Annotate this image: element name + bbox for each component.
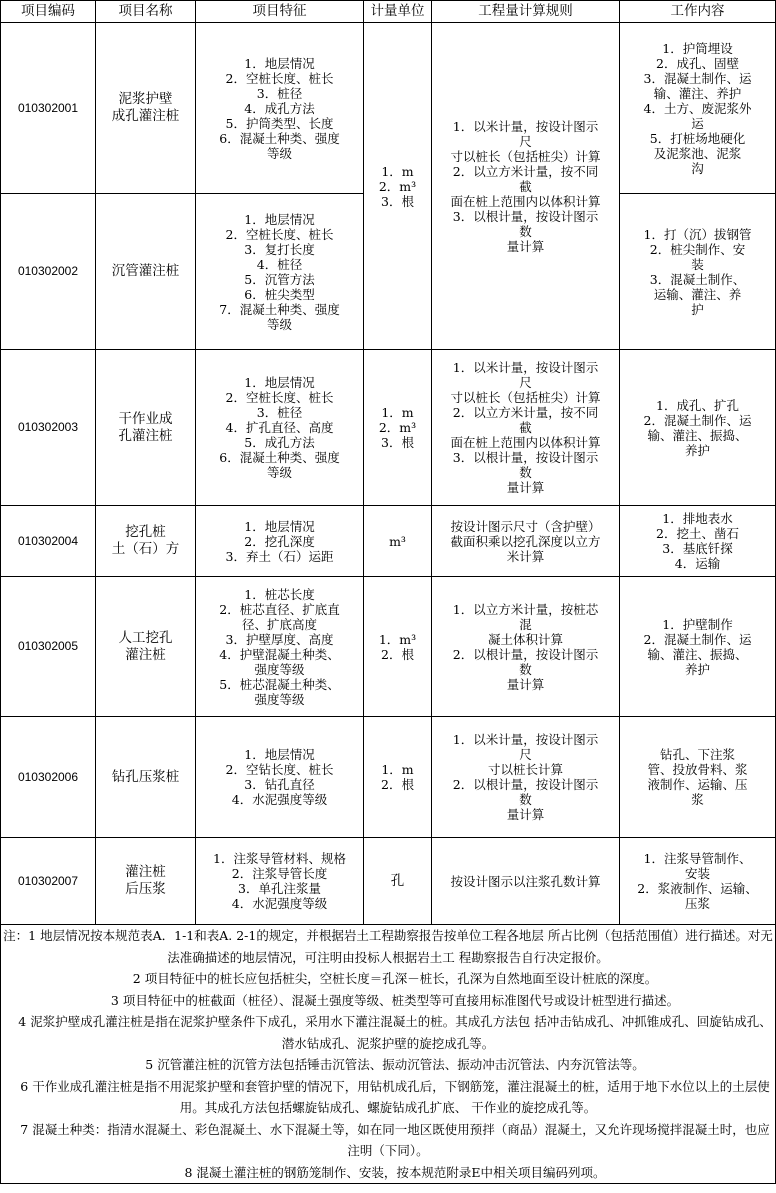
- work-line: 安装: [684, 866, 710, 881]
- note-item: 3 项目特征中的桩截面（桩径）、混凝土强度等级、桩类型等可直接用标准图代号或设计桩型进行描述。: [110, 992, 680, 1008]
- rule-line: 数: [519, 223, 532, 239]
- work-line: 1．护壁制作: [662, 616, 733, 632]
- work-line: 养护: [684, 442, 710, 458]
- note-item: 注：1 地层情况按本规范表A．1-1和表A. 2-1的规定，并根据岩土工程勘察报告按单位工程各地层 所占比例（包括范围值）进行描述。对无法准确描述的地层情况，可注明由投标人根据岩土工 程勘察报告自行决定报价。: [3, 928, 773, 965]
- feature-line: 强度等级: [254, 661, 305, 677]
- work-line: 及泥浆池、泥浆: [653, 145, 742, 161]
- item-code: 010302001: [1, 23, 96, 194]
- work-line: 4．运输: [674, 556, 721, 571]
- header-code: 项目编码: [1, 1, 96, 23]
- name-line: 钻孔压浆桩: [111, 768, 180, 785]
- work-line: 3．混凝土制作、运: [643, 70, 752, 86]
- rule-line: 寸以桩长（包括桩尖）计算: [450, 148, 601, 164]
- name-line: 灌注桩: [125, 646, 166, 663]
- feature-line: 3．弃土（石）运距: [225, 548, 334, 564]
- work-line: 2．混凝土制作、运: [643, 631, 752, 647]
- rule-line: 数: [519, 661, 532, 677]
- rule-line: 混: [519, 616, 532, 632]
- name-line: 沉管灌注桩: [111, 263, 180, 279]
- notes-cell: [1, 925, 776, 1184]
- rule-line: 按设计图示尺寸（含护壁）: [450, 518, 601, 534]
- feature-line: 4．水泥强度等级: [231, 792, 328, 807]
- header-rule: 工程量计算规则: [432, 1, 620, 23]
- rule-line: 1．以立方米计量，按桩芯: [452, 601, 599, 617]
- header-row: [1, 1, 776, 23]
- item-features: [196, 838, 364, 925]
- item-features: [196, 577, 364, 717]
- item-unit: [364, 350, 432, 506]
- rule-line: 1．以米计量，按设计图示: [452, 118, 599, 134]
- feature-line: 4．水泥强度等级: [231, 896, 328, 911]
- rule-line: 寸以桩长计算: [487, 762, 563, 777]
- unit-line: 2．根: [381, 777, 414, 792]
- item-work: [620, 577, 776, 717]
- item-features: [196, 350, 364, 506]
- item-name: [96, 577, 196, 717]
- table-row: [1, 506, 776, 577]
- work-line: 2．浆液制作、运输、: [637, 881, 758, 896]
- item-code: 010302005: [1, 577, 96, 717]
- note-item: 4 泥浆护壁成孔灌注桩是指在泥浆护壁条件下成孔，采用水下灌注混凝土的桩。其成孔方法包 括冲击钻成孔、冲抓锥成孔、回旋钻成孔、潜水钻成孔、泥浆护壁的旋挖成孔等。: [18, 1014, 772, 1051]
- unit-line: 孔: [390, 872, 405, 889]
- note-item: 5 沉管灌注桩的沉管方法包括锤击沉管法、振动沉管法、振动冲击沉管法、内夯沉管法等。: [145, 1057, 645, 1072]
- work-line: 沟: [691, 160, 704, 176]
- header-unit: 计量单位: [364, 1, 432, 23]
- feature-line: 2．桩芯直径、扩底直: [219, 601, 340, 617]
- work-line: 护: [691, 301, 704, 317]
- name-line: 挖孔桩: [125, 524, 166, 540]
- rule-line: 3．以根计量，按设计图示: [452, 450, 599, 465]
- feature-line: 2．注浆导管长度: [231, 866, 328, 881]
- item-code: 010302004: [1, 506, 96, 577]
- unit-line: 1．m: [381, 163, 414, 179]
- unit-line: 3．根: [381, 193, 414, 209]
- name-line: 泥浆护壁: [118, 91, 173, 107]
- item-name: [96, 506, 196, 577]
- rule-line: 2．以立方米计量，按不同: [452, 163, 599, 179]
- table-row: [1, 838, 776, 925]
- work-line: 3．基底钎探: [662, 541, 733, 556]
- feature-line: 3．桩径: [256, 405, 303, 420]
- feature-line: 6．混凝土种类、强度: [219, 130, 340, 146]
- feature-line: 2．空桩长度、桩长: [225, 70, 334, 86]
- work-line: 3．混凝土制作、: [649, 271, 746, 287]
- rule-line: 尺: [519, 747, 532, 762]
- header-name: 项目名称: [96, 1, 196, 23]
- item-rule: [432, 506, 620, 577]
- work-line: 2．混凝土制作、运: [643, 412, 752, 428]
- feature-line: 等级: [266, 316, 292, 332]
- rule-line: 截面积乘以挖孔深度以立方: [450, 533, 601, 549]
- rule-line: 量计算: [506, 676, 545, 692]
- item-rule: [432, 577, 620, 717]
- item-work: [620, 194, 776, 350]
- item-code: 010302007: [1, 838, 96, 925]
- rule-line: 截: [519, 178, 532, 194]
- work-line: 1．成孔、扩孔: [656, 397, 739, 413]
- item-rule: [432, 717, 620, 838]
- work-line: 1．护筒埋设: [662, 40, 733, 56]
- rule-line: 3．以根计量，按设计图示: [452, 208, 599, 224]
- work-line: 输、灌注、振捣、: [647, 427, 748, 443]
- unit-line: 1．m³: [378, 631, 417, 647]
- feature-line: 4．成孔方法: [244, 100, 315, 116]
- header-features: 项目特征: [196, 1, 364, 23]
- rule-line: 截: [519, 420, 532, 435]
- work-line: 输、灌注、养护: [653, 85, 742, 101]
- shared-unit: [364, 23, 432, 350]
- table-row: [1, 577, 776, 717]
- feature-line: 2．空桩长度、桩长: [225, 226, 334, 242]
- rule-line: 按设计图示以注浆孔数计算: [450, 873, 601, 889]
- feature-line: 7．混凝土种类、强度: [219, 301, 340, 317]
- feature-line: 径、扩底高度: [241, 616, 317, 632]
- feature-line: 3．护壁厚度、高度: [225, 631, 334, 647]
- feature-line: 3．桩径: [256, 85, 303, 101]
- feature-line: 2．空桩长度、桩长: [225, 390, 334, 405]
- work-line: 5．打桩场地硬化: [649, 130, 746, 146]
- unit-line: 2．根: [381, 646, 414, 662]
- rule-line: 量计算: [506, 480, 545, 495]
- item-work: [620, 717, 776, 838]
- feature-line: 6．桩尖类型: [244, 286, 315, 302]
- feature-line: 1．地层情况: [244, 211, 315, 227]
- rule-line: 2．以根计量，按设计图示: [452, 777, 599, 792]
- rule-line: 面在桩上范围内以体积计算: [450, 193, 601, 209]
- feature-line: 2．挖孔深度: [244, 533, 315, 549]
- rule-line: 尺: [519, 375, 532, 390]
- item-unit: [364, 717, 432, 838]
- feature-line: 5．桩芯混凝土种类、: [219, 676, 340, 692]
- unit-line: 2．m³: [378, 178, 417, 194]
- item-name: [96, 838, 196, 925]
- item-code: 010302006: [1, 717, 96, 838]
- feature-line: 1．地层情况: [244, 375, 315, 390]
- feature-line: 5．沉管方法: [244, 271, 315, 287]
- notes-row: [1, 925, 776, 1184]
- item-unit: [364, 577, 432, 717]
- rule-line: 2．以立方米计量，按不同: [452, 405, 599, 420]
- feature-line: 3．单孔注浆量: [238, 881, 321, 896]
- feature-line: 1．地层情况: [244, 747, 315, 762]
- item-work: [620, 350, 776, 506]
- name-line: 灌注桩: [125, 864, 166, 880]
- work-line: 2．桩尖制作、安: [649, 241, 746, 257]
- item-unit: [364, 838, 432, 925]
- item-features: [196, 506, 364, 577]
- unit-line: m³: [389, 533, 406, 549]
- work-line: 运输、灌注、养: [653, 286, 742, 302]
- item-name: [96, 350, 196, 506]
- work-line: 1．注浆导管制作、: [643, 851, 752, 866]
- rule-line: 2．以根计量，按设计图示: [452, 646, 599, 662]
- work-line: 1．排地表水: [662, 511, 733, 526]
- work-line: 钻孔、下注浆: [659, 747, 735, 762]
- name-line: 干作业成: [118, 410, 173, 427]
- feature-line: 6．混凝土种类、强度: [219, 450, 340, 465]
- unit-line: 2．m³: [378, 420, 417, 435]
- work-line: 运: [691, 115, 704, 131]
- feature-line: 1．桩芯长度: [244, 586, 315, 602]
- name-line: 成孔灌注桩: [111, 108, 180, 124]
- rule-line: 1．以米计量，按设计图示: [452, 360, 599, 375]
- work-line: 管、投放骨料、浆: [647, 762, 748, 777]
- rule-line: 量计算: [506, 238, 545, 254]
- item-code: 010302003: [1, 350, 96, 506]
- feature-line: 1．地层情况: [244, 55, 315, 71]
- feature-line: 1．注浆导管材料、规格: [213, 851, 346, 866]
- work-line: 装: [691, 256, 704, 272]
- feature-line: 等级: [266, 145, 292, 161]
- unit-line: 1．m: [381, 405, 414, 420]
- item-features: [196, 23, 364, 194]
- item-rule: [432, 350, 620, 506]
- rule-line: 面在桩上范围内以体积计算: [450, 435, 601, 450]
- item-name: [96, 194, 196, 350]
- table-row: [1, 23, 776, 194]
- work-line: 2．成孔、固壁: [656, 55, 739, 71]
- feature-line: 3．复打长度: [244, 241, 315, 257]
- header-work: 工作内容: [620, 1, 776, 23]
- feature-line: 4．扩孔直径、高度: [225, 420, 334, 435]
- work-line: 2．挖土、凿石: [656, 526, 739, 541]
- rule-line: 数: [519, 465, 532, 480]
- work-line: 输、灌注、振捣、: [647, 646, 748, 662]
- rule-line: 数: [519, 792, 532, 807]
- item-work: [620, 506, 776, 577]
- work-line: 压浆: [684, 896, 710, 911]
- name-line: 孔灌注桩: [118, 427, 173, 444]
- item-name: [96, 23, 196, 194]
- feature-line: 4．护壁混凝土种类、: [219, 646, 340, 662]
- feature-line: 3．钻孔直径: [244, 777, 315, 792]
- feature-line: 4．桩径: [256, 256, 303, 272]
- item-unit: [364, 506, 432, 577]
- item-work: [620, 838, 776, 925]
- table-row: [1, 350, 776, 506]
- shared-rule: [432, 23, 620, 350]
- rule-line: 量计算: [506, 807, 545, 822]
- rule-line: 尺: [519, 133, 532, 149]
- feature-line: 等级: [266, 465, 292, 480]
- item-features: [196, 717, 364, 838]
- work-line: 养护: [684, 661, 710, 677]
- item-rule: [432, 838, 620, 925]
- name-line: 土（石）方: [111, 541, 180, 557]
- note-item: 2 项目特征中的桩长应包括桩尖，空桩长度＝孔深－桩长，孔深为自然地面至设计桩底的深度。: [132, 971, 658, 986]
- rule-line: 米计算: [506, 548, 545, 564]
- name-line: 人工挖孔: [118, 629, 173, 646]
- feature-line: 5．护筒类型、长度: [225, 115, 334, 131]
- item-features: [196, 194, 364, 350]
- feature-line: 2．空钻长度、桩长: [225, 762, 334, 777]
- work-line: 1．打（沉）拔钢管: [643, 226, 752, 242]
- table-row: [1, 717, 776, 838]
- note-item: 7 混凝土种类：指清水混凝土、彩色混凝土、水下混凝土等，如在同一地区既使用预拌（商品）混凝土，又允许现场搅拌混凝土时，也应注明（下同）。: [20, 1121, 770, 1158]
- item-work: [620, 23, 776, 194]
- work-line: 4．土方、废泥浆外: [643, 100, 752, 116]
- rule-line: 寸以桩长（包括桩尖）计算: [450, 390, 601, 405]
- feature-line: 1．地层情况: [244, 518, 315, 534]
- feature-line: 强度等级: [254, 691, 305, 707]
- unit-line: 1．m: [381, 762, 414, 777]
- work-line: 浆: [691, 792, 704, 807]
- note-item: 8 混凝土灌注桩的钢筋笼制作、安装，按本规范附录E中相关项目编码列项。: [184, 1164, 606, 1180]
- name-line: 后压浆: [125, 881, 166, 897]
- note-item: 6 干作业成孔灌注桩是指不用泥浆护壁和套管护壁的情况下，用钻机成孔后，下钢筋笼，灌注混凝土的桩，适用于地下水位以上的土层使用。其成孔方法包括螺旋钻成孔、螺旋钻成孔扩底、 干作业的旋挖成孔等。: [20, 1078, 770, 1115]
- rule-line: 1．以米计量，按设计图示: [452, 732, 599, 747]
- feature-line: 5．成孔方法: [244, 435, 315, 450]
- rule-line: 凝土体积计算: [487, 631, 563, 647]
- unit-line: 3．根: [381, 435, 414, 450]
- work-line: 液制作、运输、压: [647, 777, 748, 792]
- item-name: [96, 717, 196, 838]
- item-code: 010302002: [1, 194, 96, 350]
